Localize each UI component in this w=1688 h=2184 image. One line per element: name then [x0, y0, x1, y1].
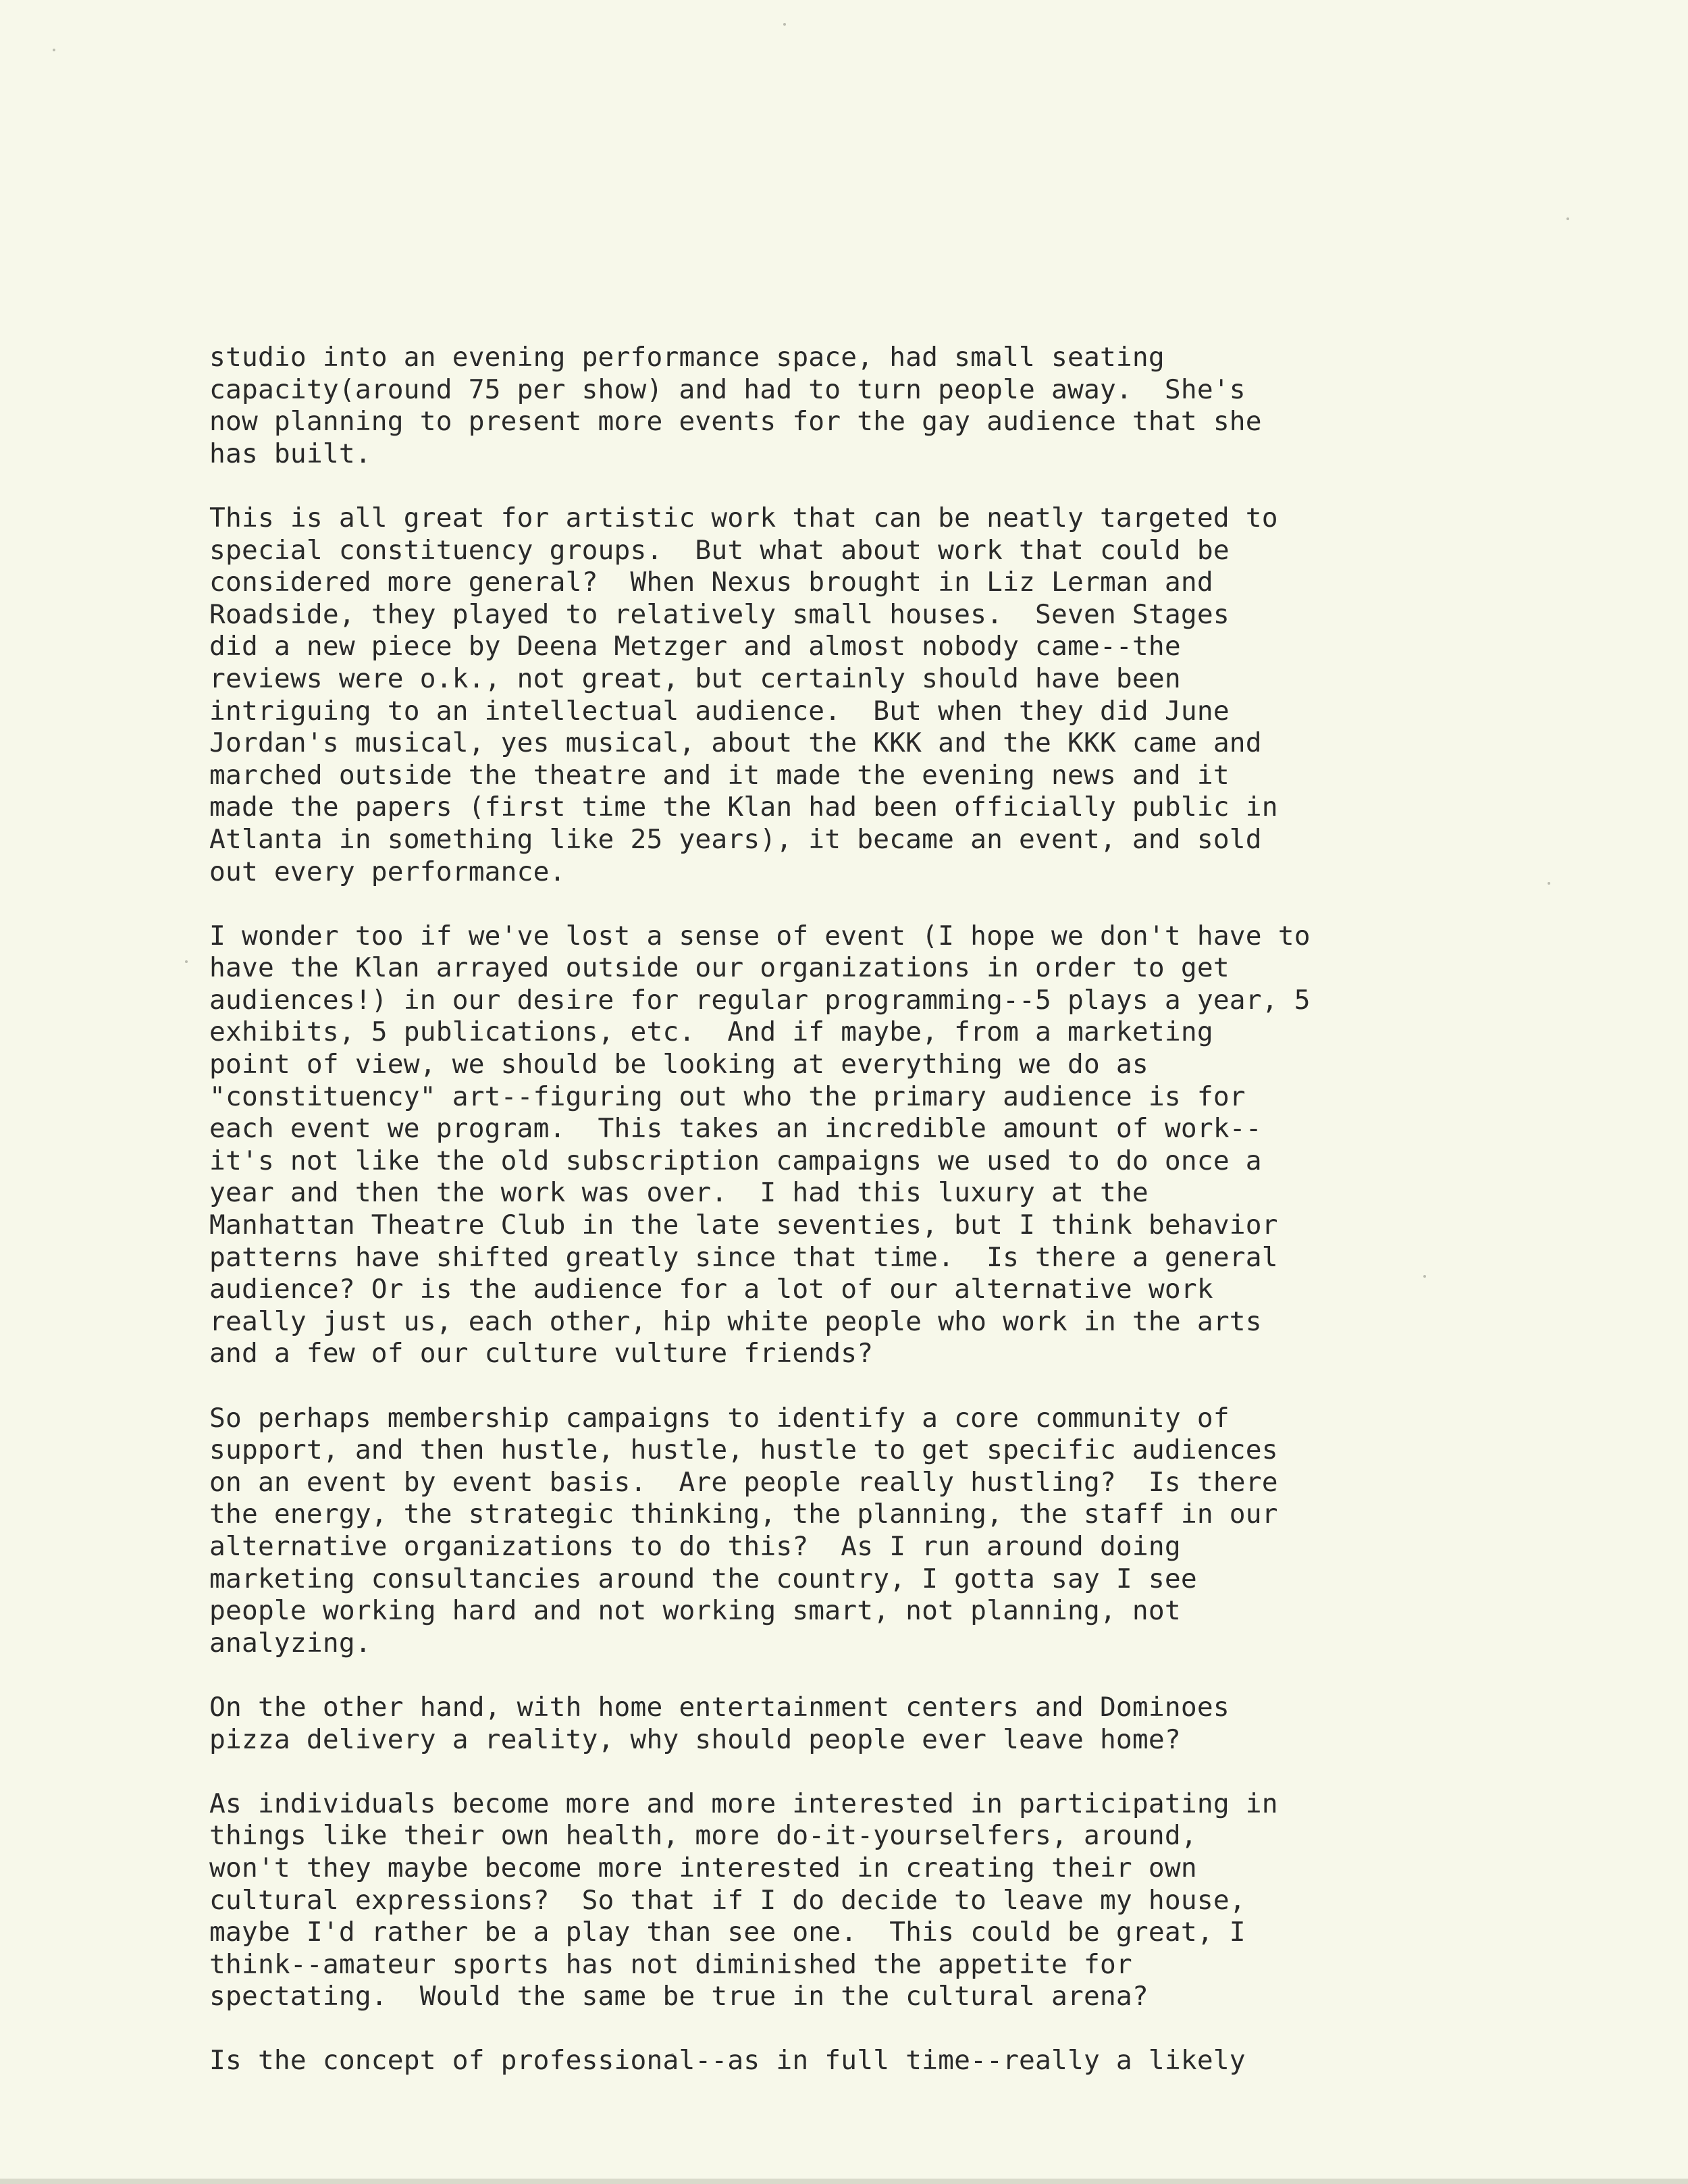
- paragraph-4: [209, 1403, 1600, 1660]
- text-line: has built.: [209, 438, 371, 469]
- text-line: marketing consultancies around the country, I gotta say I see: [209, 1563, 1197, 1594]
- text-line: pizza delivery a reality, why should people ever leave home?: [209, 1723, 1181, 1755]
- text-line: year and then the work was over. I had this luxury at the: [209, 1177, 1149, 1209]
- text-line: have the Klan arrayed outside our organizations in order to get: [209, 952, 1230, 984]
- text-line: alternative organizations to do this? As I run around doing: [209, 1530, 1181, 1562]
- text-line: point of view, we should be looking at everything we do as: [209, 1049, 1149, 1081]
- text-line: Atlanta in something like 25 years), it became an event, and sold: [209, 823, 1262, 855]
- text-line: audience? Or is the audience for a lot of our alternative work: [209, 1274, 1213, 1305]
- paper-speck: [53, 49, 55, 51]
- text-line: This is all great for artistic work that can be neatly targeted to: [209, 502, 1278, 534]
- paragraph-7: [209, 2045, 1600, 2077]
- text-line: on an event by event basis. Are people really hustling? Is there: [209, 1466, 1278, 1498]
- page-bottom-edge: [0, 2179, 1688, 2184]
- paper-speck: [783, 23, 786, 26]
- text-line: intriguing to an intellectual audience. But when they did June: [209, 695, 1230, 727]
- text-line: audiences!) in our desire for regular programming--5 plays a year, 5: [209, 984, 1311, 1016]
- text-line: As individuals become more and more interested in participating in: [209, 1788, 1278, 1819]
- text-line: did a new piece by Deena Metzger and almost nobody came--the: [209, 631, 1181, 662]
- text-line: think--amateur sports has not diminished the appetite for: [209, 1948, 1132, 1980]
- text-line: Jordan's musical, yes musical, about the KKK and the KKK came and: [209, 727, 1262, 759]
- text-line: "constituency" art--figuring out who the primary audience is for: [209, 1081, 1246, 1112]
- text-line: Roadside, they played to relatively small houses. Seven Stages: [209, 598, 1230, 630]
- text-line: and a few of our culture vulture friends?: [209, 1338, 874, 1370]
- text-line: really just us, each other, hip white people who work in the arts: [209, 1305, 1262, 1337]
- text-line: support, and then hustle, hustle, hustle to get specific audiences: [209, 1434, 1278, 1466]
- text-line: I wonder too if we've lost a sense of event (I hope we don't have to: [209, 920, 1311, 952]
- text-line: analyzing.: [209, 1627, 371, 1659]
- text-line: reviews were o.k., not great, but certainly should have been: [209, 662, 1181, 694]
- paragraph-2: [209, 502, 1600, 888]
- text-line: spectating. Would the same be true in the cultural arena?: [209, 1981, 1149, 2012]
- text-line: Manhattan Theatre Club in the late seventies, but I think behavior: [209, 1210, 1278, 1241]
- text-line: out every performance.: [209, 856, 566, 887]
- text-line: won't they maybe become more interested in creating their own: [209, 1852, 1197, 1883]
- text-line: maybe I'd rather be a play than see one. This could be great, I: [209, 1917, 1246, 1948]
- paragraph-3: [209, 920, 1600, 1370]
- text-line: cultural expressions? So that if I do decide to leave my house,: [209, 1884, 1246, 1916]
- text-line: patterns have shifted greatly since that time. Is there a general: [209, 1241, 1278, 1273]
- paper-speck: [1566, 217, 1569, 220]
- paragraph-6: [209, 1788, 1600, 2013]
- text-line: it's not like the old subscription campaigns we used to do once a: [209, 1145, 1262, 1176]
- paragraph-5: [209, 1692, 1600, 1756]
- text-line: exhibits, 5 publications, etc. And if maybe, from a marketing: [209, 1016, 1213, 1048]
- paragraph-1: [209, 342, 1600, 470]
- text-line: people working hard and not working smart, not planning, not: [209, 1595, 1181, 1627]
- text-line: made the papers (first time the Klan had been officially public in: [209, 791, 1278, 823]
- text-line: special constituency groups. But what about work that could be: [209, 534, 1230, 566]
- text-line: considered more general? When Nexus brought in Liz Lerman and: [209, 567, 1213, 598]
- text-line: So perhaps membership campaigns to identify a core community of: [209, 1402, 1230, 1434]
- text-line: Is the concept of professional--as in full time--really a likely: [209, 2045, 1246, 2077]
- text-line: the energy, the strategic thinking, the planning, the staff in our: [209, 1499, 1278, 1530]
- text-line: now planning to present more events for the gay audience that she: [209, 406, 1262, 438]
- text-line: marched outside the theatre and it made the evening news and it: [209, 759, 1230, 791]
- paper-speck: [185, 960, 188, 963]
- text-line: each event we program. This takes an incredible amount of work--: [209, 1113, 1262, 1145]
- text-line: capacity(around 75 per show) and had to turn people away. She's: [209, 373, 1246, 405]
- typed-letter-text: [209, 342, 1600, 2110]
- text-line: studio into an evening performance space, had small seating: [209, 342, 1165, 373]
- text-line: On the other hand, with home entertainment centers and Dominoes: [209, 1691, 1230, 1723]
- text-line: things like their own health, more do-it-yourselfers, around,: [209, 1820, 1197, 1852]
